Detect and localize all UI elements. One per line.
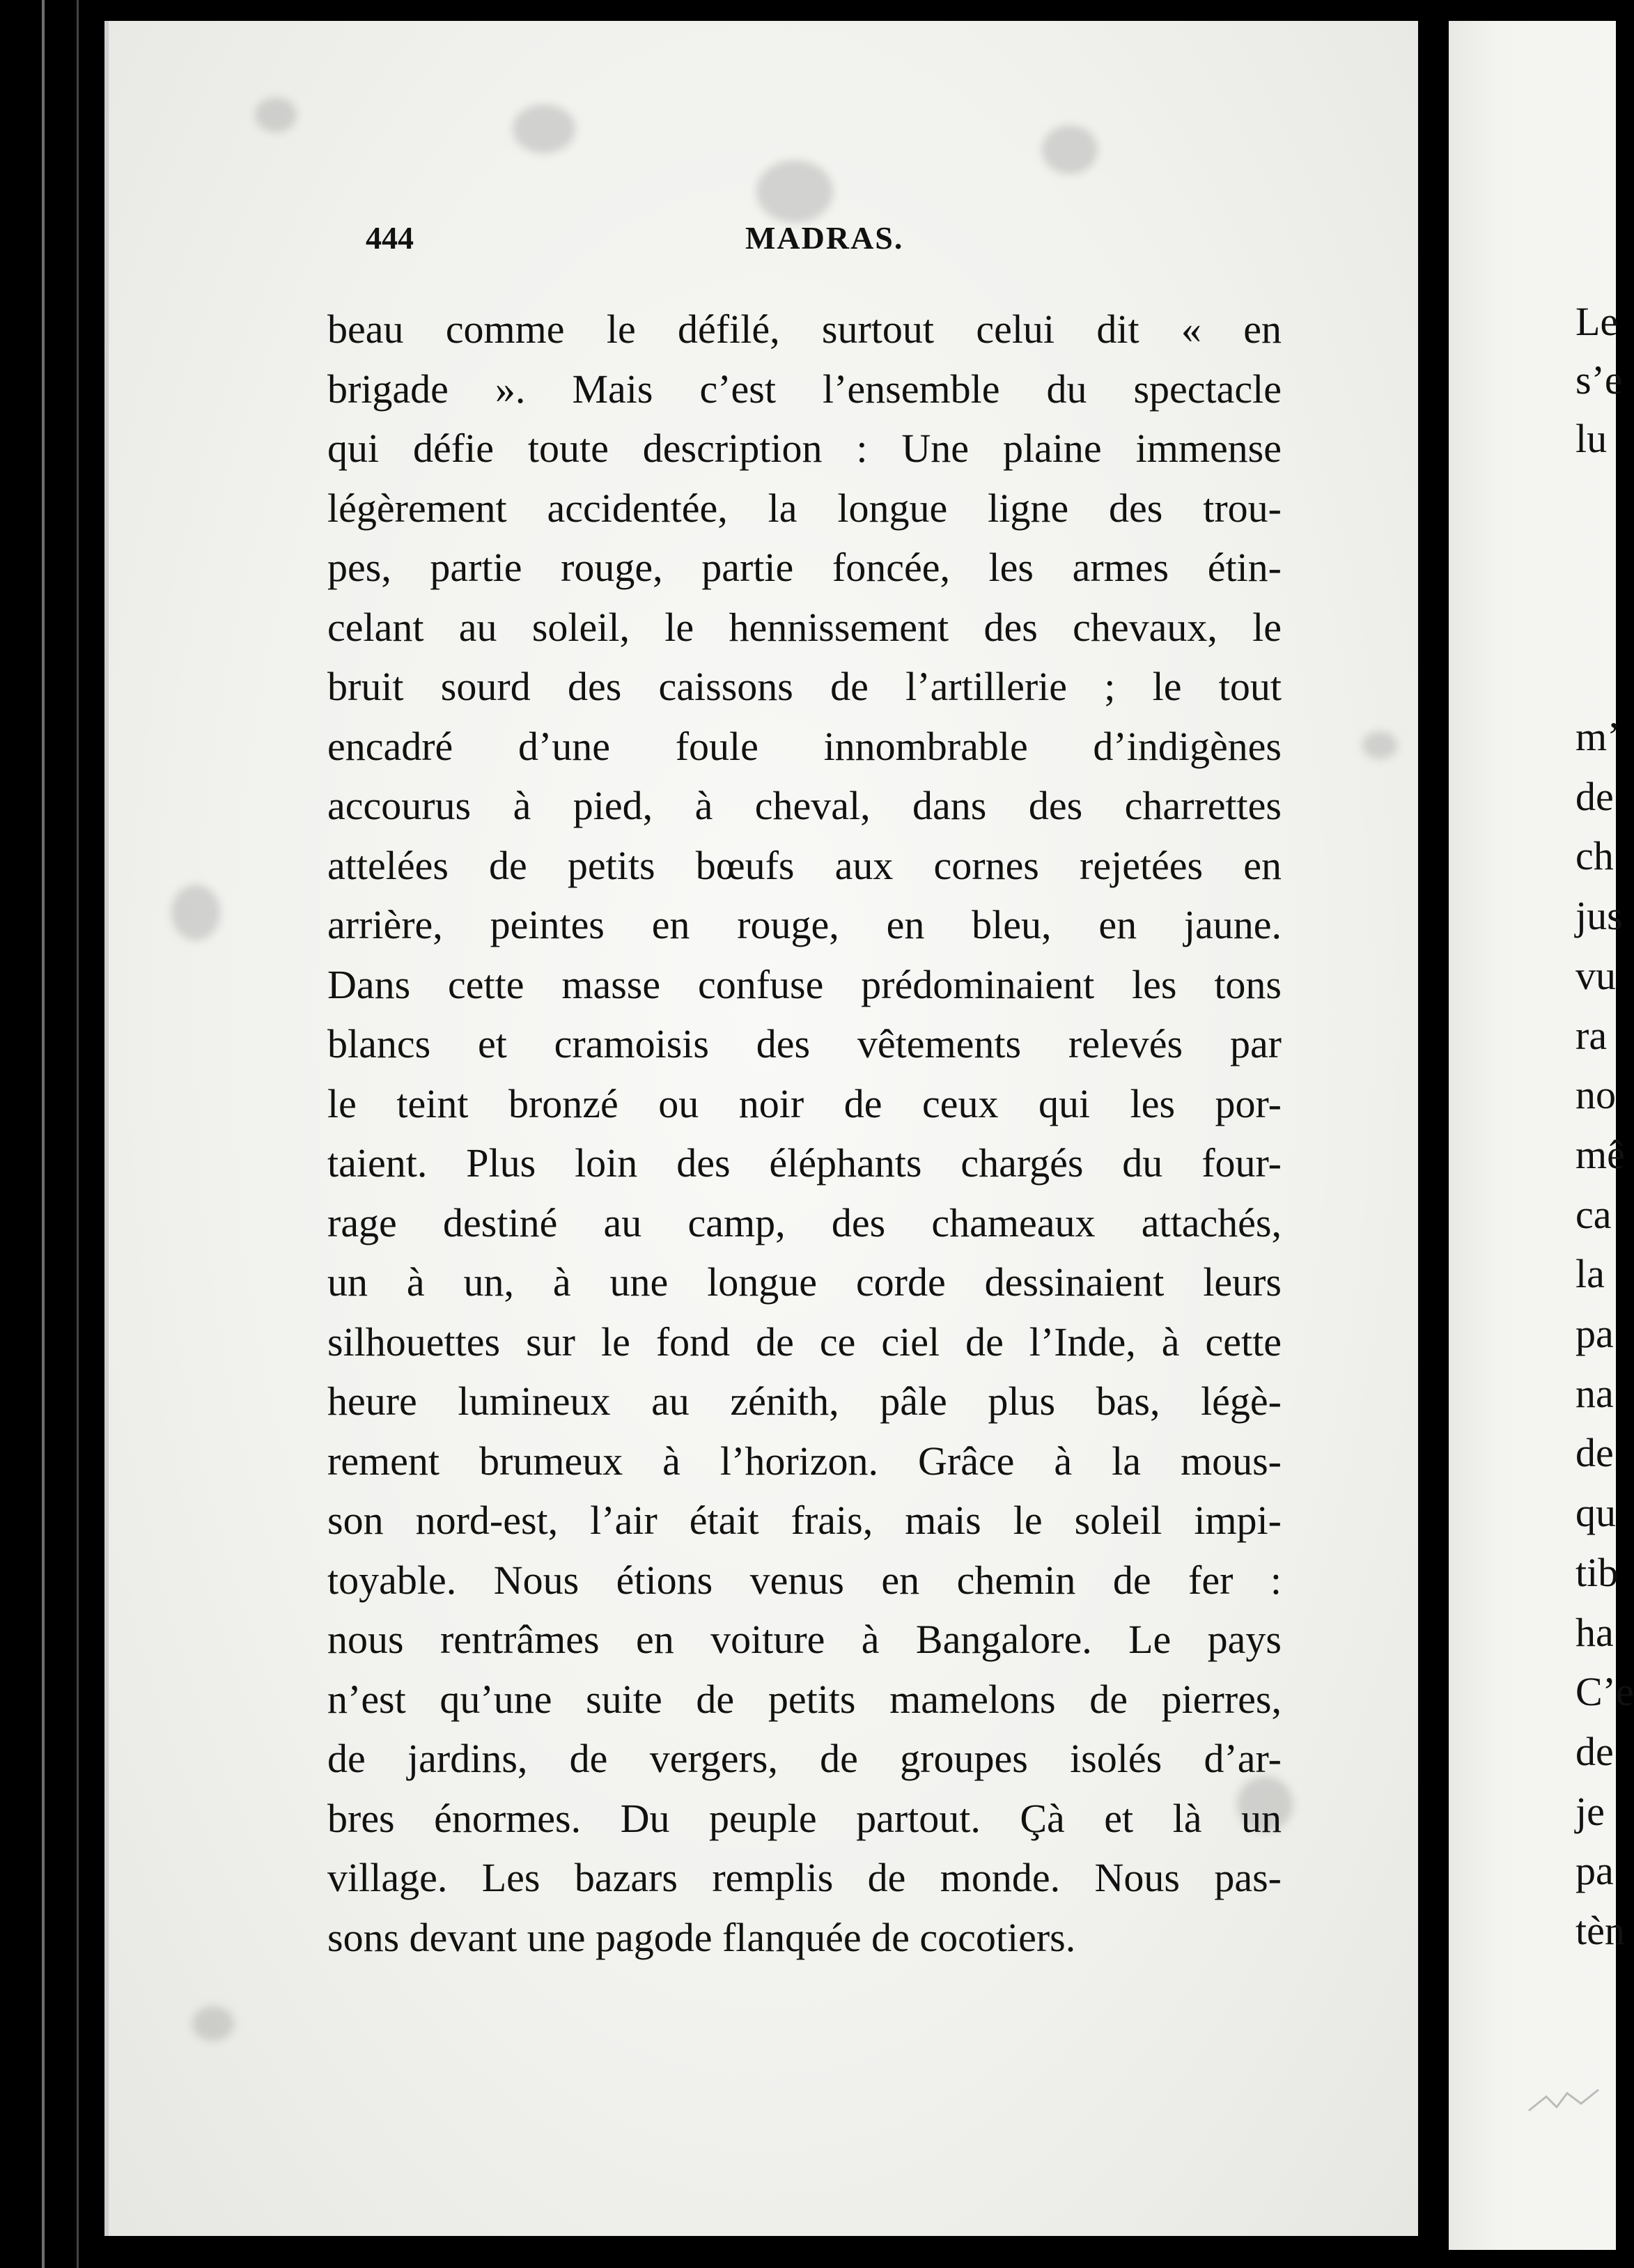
text-line: un à un, à une longue corde dessinaient leurs (327, 1259, 1282, 1305)
text-line: brigade ». Mais c’est l’ensemble du spectacle (327, 366, 1282, 412)
running-title: MADRAS. (745, 220, 904, 256)
text-line: blancs et cramoisis des vêtements relevés par (327, 1021, 1282, 1066)
paper-stain (756, 160, 833, 223)
right-fragment: la (1575, 1251, 1605, 1297)
paper-stain (255, 98, 297, 132)
binding-edge-inner (77, 0, 79, 2268)
text-line: celant au soleil, le hennissement des chevaux, le (327, 604, 1282, 650)
text-line: n’est qu’une suite de petits mamelons de pierres, (327, 1676, 1282, 1722)
paper-stain (192, 2006, 234, 2041)
text-line: Dans cette masse confuse prédominaient les tons (327, 961, 1282, 1007)
text-line: bres énormes. Du peuple partout. Çà et là un (327, 1795, 1282, 1841)
text-line: bruit sourd des caissons de l’artillerie ; le tout (327, 664, 1282, 709)
right-fragment: s’e (1575, 357, 1623, 403)
text-line: arrière, peintes en rouge, en bleu, en jaune. (327, 902, 1282, 947)
right-fragment: qu (1575, 1490, 1616, 1536)
right-fragment: Le (1575, 299, 1619, 344)
right-fragment: ha (1575, 1609, 1614, 1655)
pencil-mark (1525, 2083, 1602, 2125)
text-line: le teint bronzé ou noir de ceux qui les por- (327, 1080, 1282, 1126)
binding-edge (42, 0, 45, 2268)
right-fragment: de (1575, 773, 1614, 819)
right-fragment: pa (1575, 1311, 1614, 1357)
right-fragment: C’e (1575, 1669, 1634, 1715)
text-line: encadré d’une foule innombrable d’indigènes (327, 723, 1282, 769)
paper-stain (1042, 125, 1098, 174)
right-page-fragments-top (1575, 293, 1623, 468)
right-fragment: tib (1575, 1549, 1619, 1595)
text-line: légèrement accidentée, la longue ligne des trou- (327, 485, 1282, 531)
right-fragment: pa (1575, 1848, 1614, 1894)
text-line: rage destiné au camp, des chameaux attachés, (327, 1199, 1282, 1245)
right-fragment: vu (1575, 952, 1616, 998)
text-line: toyable. Nous étions venus en chemin de fer : (327, 1557, 1282, 1603)
right-fragment: tèn (1575, 1908, 1625, 1954)
text-line: heure lumineux au zénith, pâle plus bas, légè- (327, 1378, 1282, 1424)
text-line: sons devant une pagode flanquée de cocotiers. (327, 1914, 1076, 1960)
paper-stain (513, 104, 575, 153)
page-header (366, 219, 1299, 268)
text-line: rement brumeux à l’horizon. Grâce à la mous- (327, 1438, 1282, 1484)
text-line: silhouettes sur le fond de ce ciel de l’Inde, à cette (327, 1319, 1282, 1365)
text-line: accourus à pied, à cheval, dans des charrettes (327, 783, 1282, 828)
right-fragment: ch (1575, 833, 1614, 879)
body-paragraph (327, 300, 1282, 1967)
right-fragment: ra (1575, 1012, 1608, 1058)
right-fragment: ca (1575, 1191, 1612, 1237)
right-fragment: mê (1575, 1131, 1625, 1177)
text-line: taient. Plus loin des éléphants chargés du four- (327, 1140, 1282, 1186)
text-line: nous rentrâmes en voiture à Bangalore. Le pays (327, 1617, 1282, 1662)
page-number: 444 (366, 220, 414, 256)
text-line: beau comme le défilé, surtout celui dit « en (327, 306, 1282, 352)
right-fragment: de (1575, 1728, 1614, 1774)
text-line: village. Les bazars remplis de monde. Nous pas- (327, 1855, 1282, 1900)
right-fragment: je (1575, 1788, 1605, 1834)
right-fragment: de (1575, 1430, 1614, 1476)
right-fragment: jus (1575, 893, 1623, 939)
right-page-fragments-bottom (1575, 707, 1634, 1961)
paper-stain (1362, 731, 1397, 759)
text-line: attelées de petits bœufs aux cornes rejetées en (327, 842, 1282, 888)
paper-stain (171, 885, 220, 940)
text-line: qui défie toute description : Une plaine immense (327, 426, 1282, 471)
right-fragment: no (1575, 1072, 1616, 1118)
right-fragment: lu (1575, 416, 1608, 461)
text-line: son nord-est, l’air était frais, mais le soleil impi- (327, 1498, 1282, 1543)
text-line: de jardins, de vergers, de groupes isolés d’ar- (327, 1736, 1282, 1781)
right-fragment: m’ (1575, 714, 1621, 759)
text-line: pes, partie rouge, partie foncée, les armes étin- (327, 545, 1282, 590)
right-fragment: na (1575, 1370, 1614, 1416)
